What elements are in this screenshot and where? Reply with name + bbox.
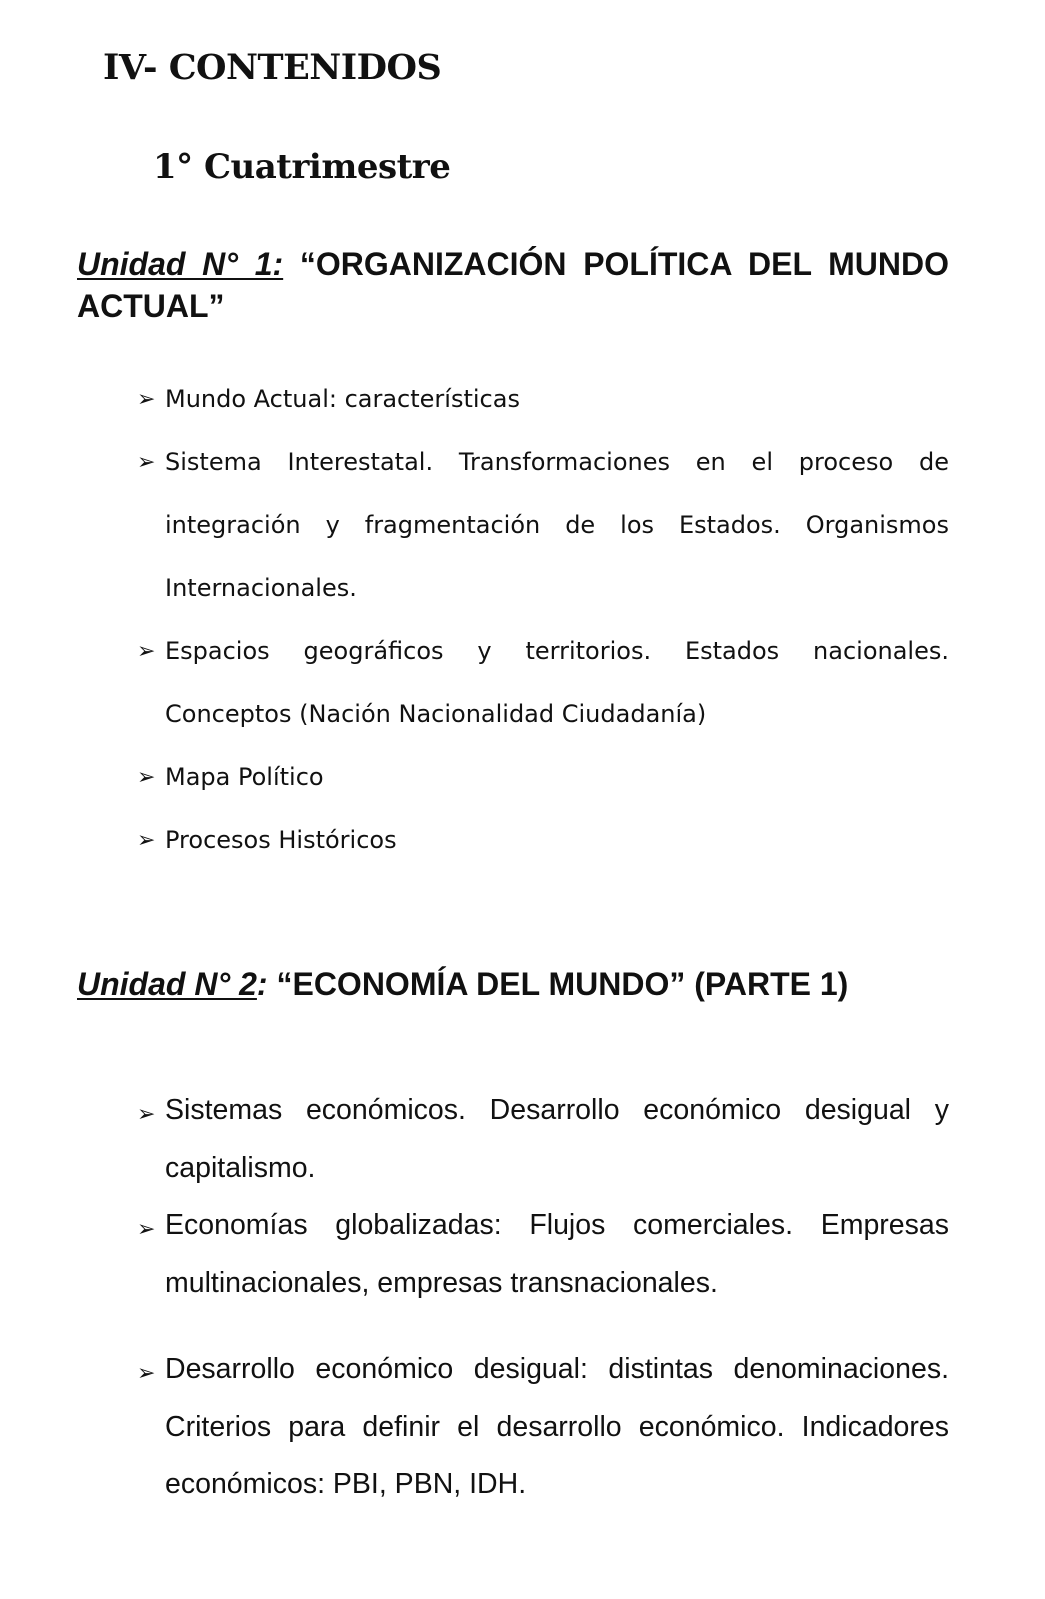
unit-1-label: Unidad N° 1: xyxy=(77,246,284,282)
topic-text: Economías globalizadas: Flujos comerciales. Empresas multinacionales, empresas transnacionales. xyxy=(165,1209,949,1299)
list-item xyxy=(137,1341,949,1514)
arrowhead-bullet-icon: ➢ xyxy=(137,765,156,790)
arrowhead-bullet-icon: ➢ xyxy=(137,639,156,664)
topic-text: Espacios geográficos y territorios. Estados nacionales. Conceptos (Nación Nacionalidad Ciudadanía) xyxy=(165,637,949,728)
list-item xyxy=(137,809,949,872)
unit-2-title: “ECONOMÍA DEL MUNDO” (PARTE 1) xyxy=(276,966,849,1002)
list-item xyxy=(137,1082,949,1197)
list-item xyxy=(137,431,949,620)
list-item xyxy=(137,1197,949,1312)
arrowhead-bullet-icon: ➢ xyxy=(137,1102,156,1127)
topic-text: Mundo Actual: características xyxy=(165,385,520,413)
list-item xyxy=(137,746,949,809)
arrowhead-bullet-icon: ➢ xyxy=(137,387,156,412)
topic-text: Mapa Político xyxy=(165,763,324,791)
unit-2-colon: : xyxy=(256,966,268,1002)
list-item xyxy=(137,620,949,746)
topic-text: Sistemas económicos. Desarrollo económico desigual y capitalismo. xyxy=(165,1094,949,1184)
term-title: 1° Cuatrimestre xyxy=(153,147,451,187)
arrowhead-bullet-icon: ➢ xyxy=(137,1217,156,1242)
unit-2-heading xyxy=(77,963,949,1005)
list-item xyxy=(137,368,949,431)
arrowhead-bullet-icon: ➢ xyxy=(137,828,156,853)
unit-2-label: Unidad N° 2 xyxy=(77,966,257,1002)
unit-2-topic-list xyxy=(137,1082,949,1514)
unit-1-topic-list xyxy=(137,368,949,872)
section-title: IV- CONTENIDOS xyxy=(103,47,442,88)
topic-text: Sistema Interestatal. Transformaciones en el proceso de integración y fragmentación de los Estados. Organismos Internacionales. xyxy=(165,448,949,602)
arrowhead-bullet-icon: ➢ xyxy=(137,450,156,475)
arrowhead-bullet-icon: ➢ xyxy=(137,1361,156,1386)
unit-1-title: “ORGANIZACIÓN POLÍTICA DEL MUNDO ACTUAL” xyxy=(77,246,950,324)
topic-text: Procesos Históricos xyxy=(165,826,397,854)
unit-1-heading xyxy=(77,243,949,327)
topic-text: Desarrollo económico desigual: distintas denominaciones. Criterios para definir el desarrollo económico. Indicadores económicos: PBI, PBN, IDH. xyxy=(165,1353,949,1500)
